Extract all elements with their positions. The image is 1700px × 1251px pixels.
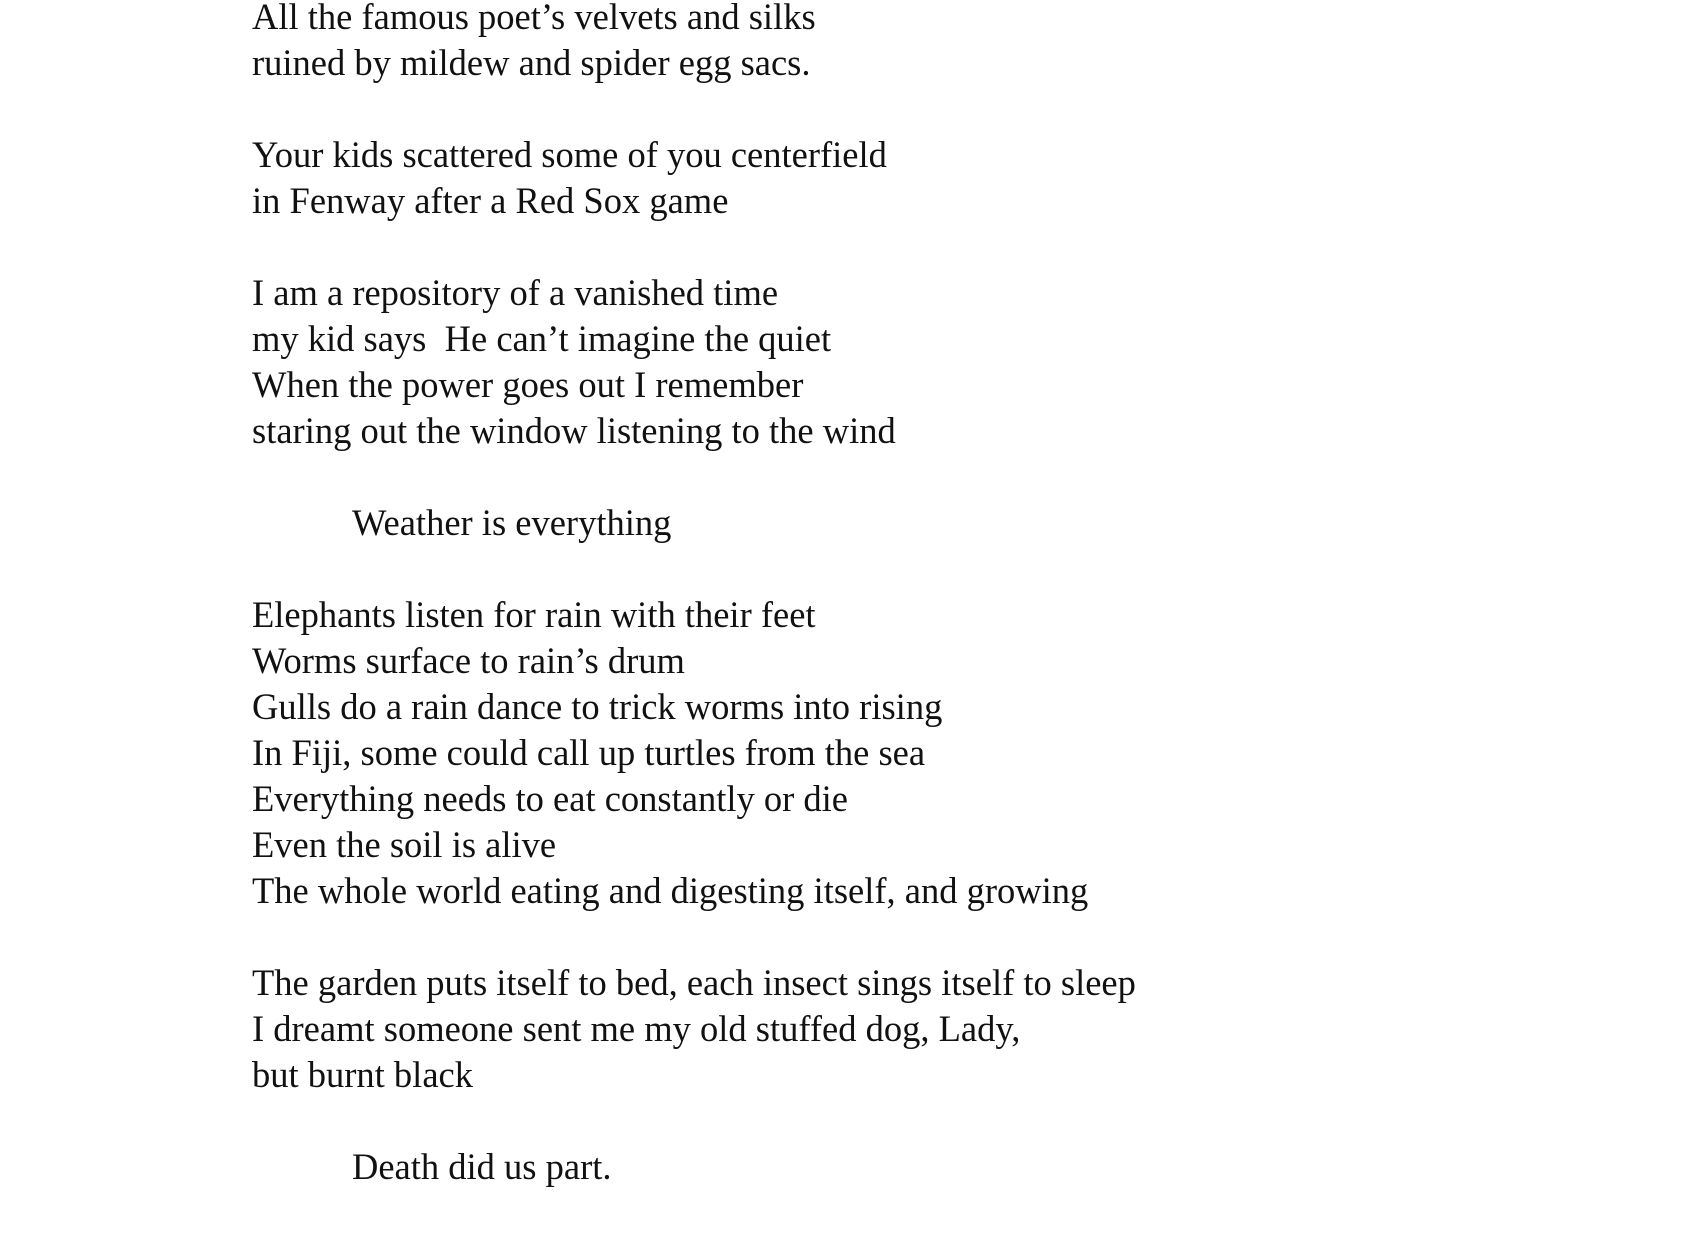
stanza-break bbox=[252, 1098, 1552, 1144]
poem-line: in Fenway after a Red Sox game bbox=[252, 180, 729, 221]
stanza bbox=[252, 0, 1552, 86]
poem-line: Worms surface to rain’s drum bbox=[252, 640, 685, 681]
stanza bbox=[252, 592, 1552, 914]
stanza-break bbox=[252, 546, 1552, 592]
stanza-break bbox=[252, 224, 1552, 270]
stanza-break bbox=[252, 914, 1552, 960]
poem-line: Elephants listen for rain with their feet bbox=[252, 594, 816, 635]
poem-line: The whole world eating and digesting itself, and growing bbox=[252, 870, 1089, 911]
poem-line: All the famous poet’s velvets and silks bbox=[252, 0, 816, 37]
poem-line: my kid says He can’t imagine the quiet bbox=[252, 318, 832, 359]
poem-line: The garden puts itself to bed, each insect sings itself to sleep bbox=[252, 962, 1136, 1003]
poem-line: I dreamt someone sent me my old stuffed dog, Lady, bbox=[252, 1008, 1021, 1049]
poem-line: I am a repository of a vanished time bbox=[252, 272, 779, 313]
poem-line: but burnt black bbox=[252, 1054, 473, 1095]
poem-body bbox=[252, 0, 1552, 1190]
stanza-break bbox=[252, 454, 1552, 500]
stanza bbox=[252, 270, 1552, 454]
indented-line: Death did us part. bbox=[352, 1146, 612, 1187]
stanza bbox=[252, 132, 1552, 224]
indented-line: Weather is everything bbox=[352, 502, 672, 543]
poem-line: staring out the window listening to the wind bbox=[252, 410, 896, 451]
poem-line: Gulls do a rain dance to trick worms into rising bbox=[252, 686, 943, 727]
poem-line: Even the soil is alive bbox=[252, 824, 557, 865]
poem-line: ruined by mildew and spider egg sacs. bbox=[252, 42, 811, 83]
poem-line: Everything needs to eat constantly or die bbox=[252, 778, 848, 819]
poem-line: Your kids scattered some of you centerfield bbox=[252, 134, 887, 175]
poem-line: In Fiji, some could call up turtles from the sea bbox=[252, 732, 926, 773]
poem-line: When the power goes out I remember bbox=[252, 364, 804, 405]
stanza bbox=[252, 960, 1552, 1098]
stanza-break bbox=[252, 86, 1552, 132]
